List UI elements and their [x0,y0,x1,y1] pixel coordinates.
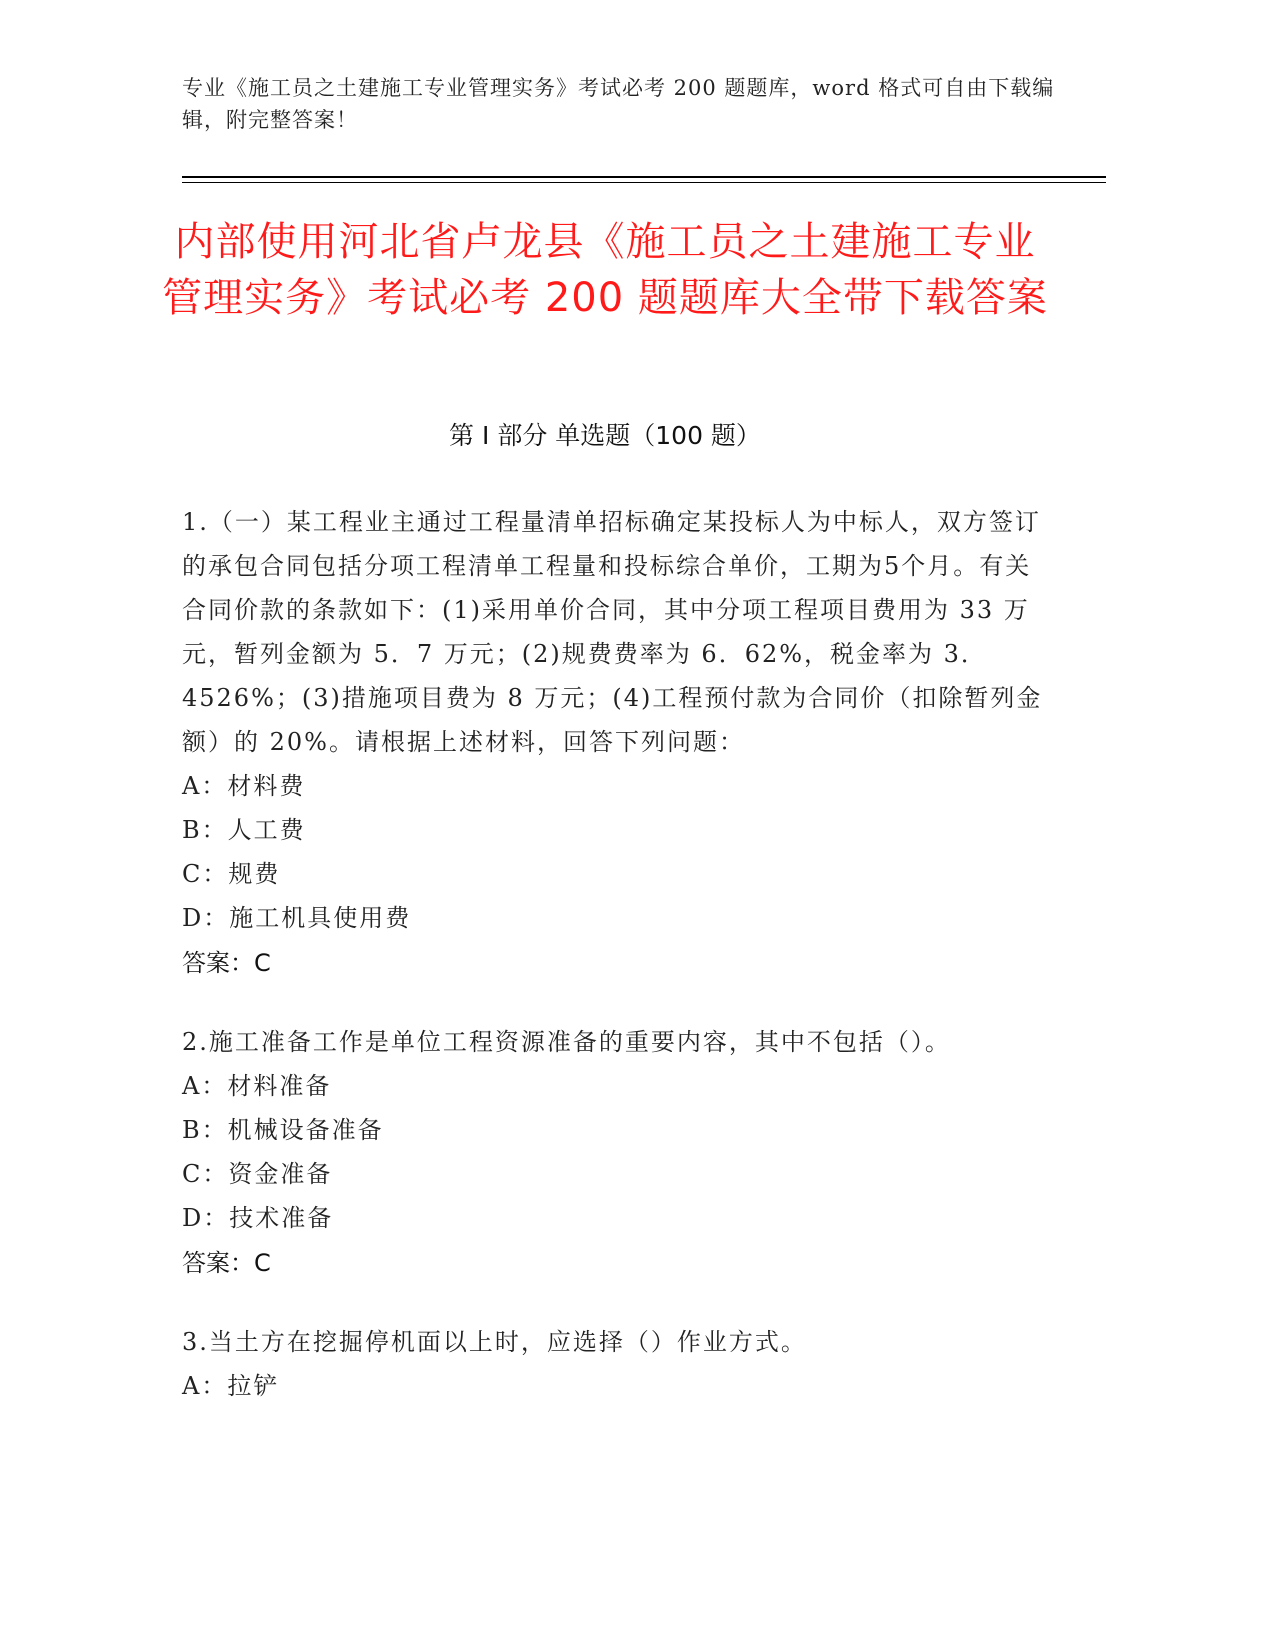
option-c: C：规费 [182,860,281,888]
question-stem: 1.（一）某工程业主通过工程量清单招标确定某投标人为中标人，双方签订的承包合同包括分项工程清单工程量和投标综合单价，工期为5个月。有关合同价款的条款如下：(1)采用单价合同，其中分项工程项目费用为 33 万元，暂列金额为 5．7 万元；(2)规费费率为 6．62%，税金率为 3．4526%；(3)措施项目费为 8 万元；(4)工程预付款为合同价（扣除暂列金额）的 20%。请根据上述材料，回答下列问题： [182,508,1043,756]
document-title: 内部使用河北省卢龙县《施工员之土建施工专业管理实务》考试必考 200 题题库大全带下载答案 [162,219,1048,321]
option-a: A：材料费 [182,772,306,800]
question-list [182,500,1052,1442]
answer-line: 答案：C [182,1249,271,1277]
section-heading: 第 I 部分 单选题（100 题） [449,421,761,450]
option-d: D：技术准备 [182,1204,334,1232]
header-divider-thin [182,182,1106,183]
option-b: B：机械设备准备 [182,1116,384,1144]
option-a: A：拉铲 [182,1372,280,1400]
option-a: A：材料准备 [182,1072,332,1100]
question-3 [182,1320,1052,1408]
question-stem: 3.当土方在挖掘停机面以上时，应选择（）作业方式。 [182,1328,807,1356]
question-2 [182,1020,1052,1286]
option-b: B：人工费 [182,816,306,844]
question-stem: 2.施工准备工作是单位工程资源准备的重要内容，其中不包括（）。 [182,1028,951,1056]
option-c: C：资金准备 [182,1160,333,1188]
question-1 [182,500,1052,986]
header-divider-thick [182,176,1106,178]
answer-line: 答案：C [182,949,271,977]
header-note: 专业《施工员之土建施工专业管理实务》考试必考 200 题题库，word 格式可自由下载编辑，附完整答案！ [182,76,1055,132]
option-d: D：施工机具使用费 [182,904,412,932]
